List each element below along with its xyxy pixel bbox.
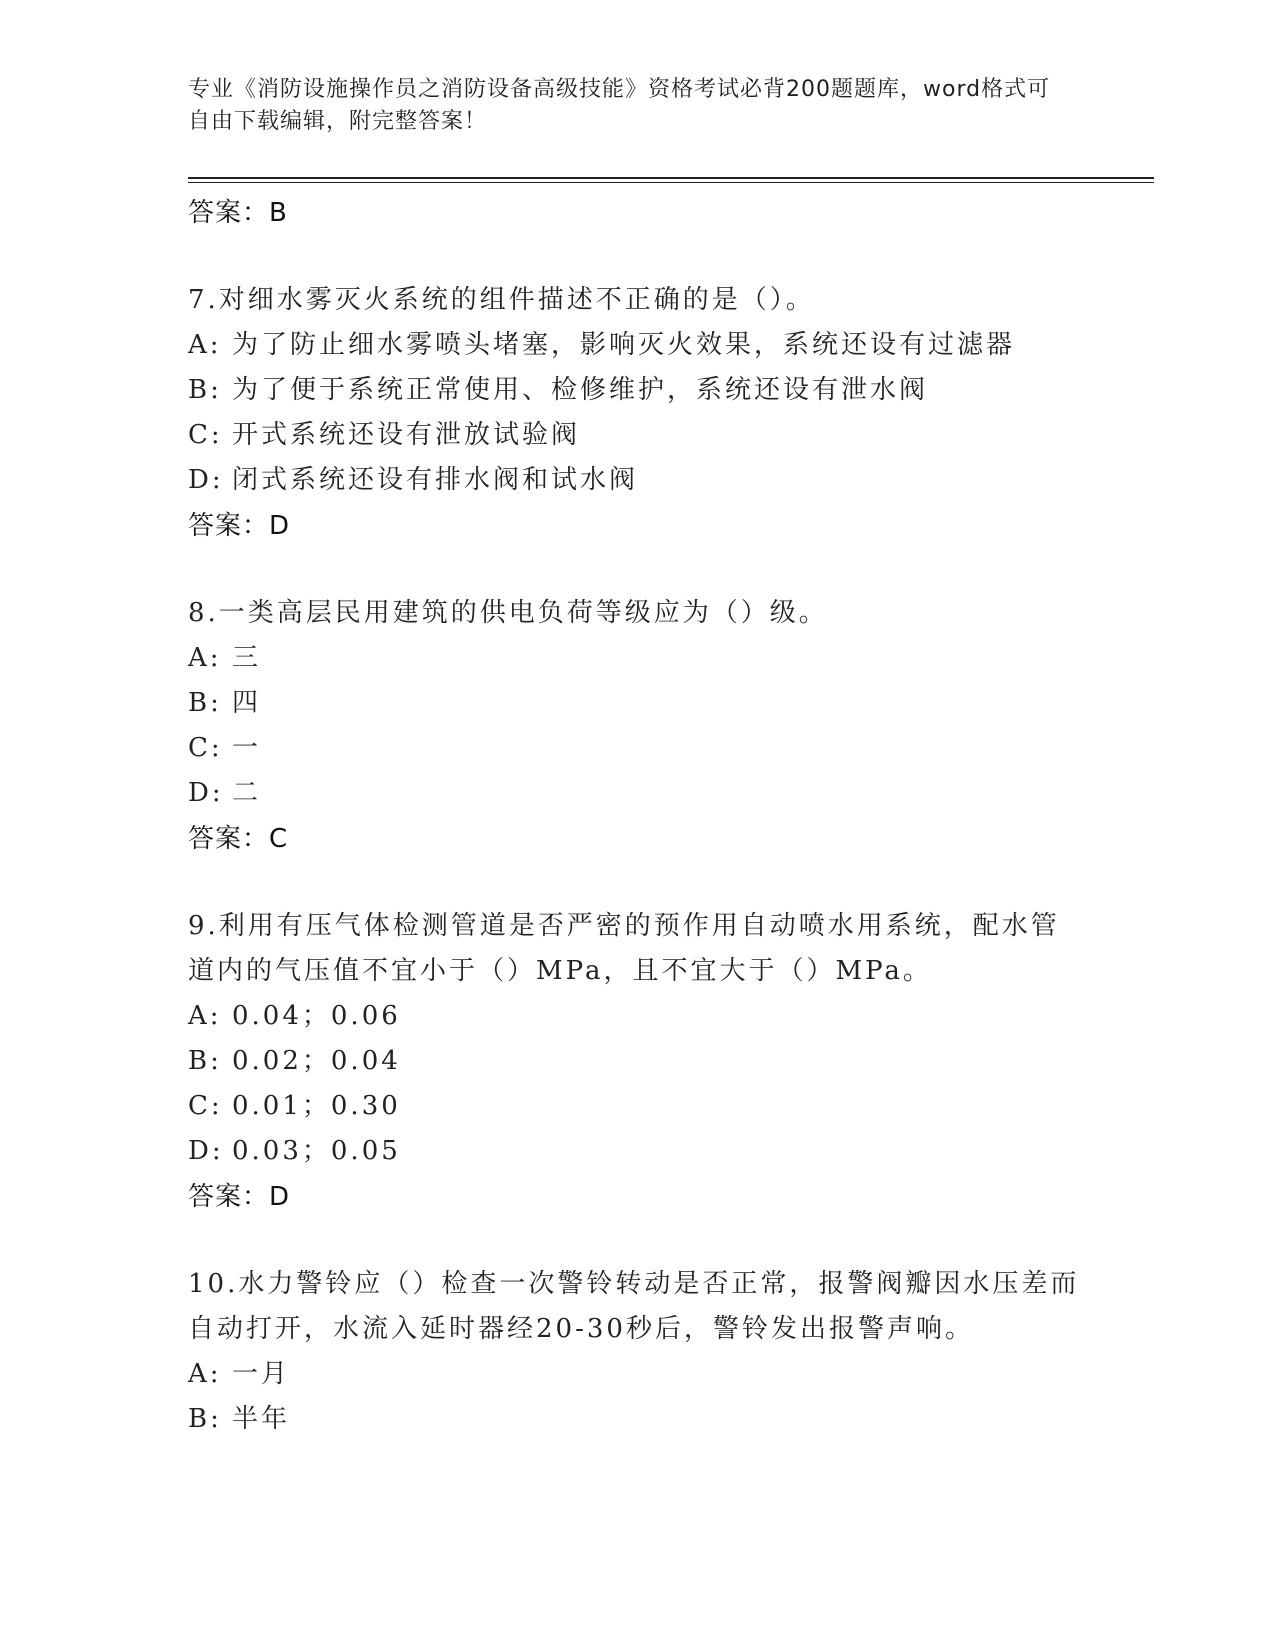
answer-line: 答案：D [188, 1182, 291, 1212]
question-10 [188, 1262, 1088, 1442]
question-9 [188, 904, 1088, 1220]
option-key: B: [188, 688, 222, 718]
option-text: 闭式系统还设有排水阀和试水阀 [232, 465, 639, 495]
option-text: 0.02；0.04 [232, 1046, 401, 1076]
option-key: D: [188, 465, 224, 495]
option-key: C: [188, 420, 223, 450]
option-key: C: [188, 733, 223, 763]
answer-line: 答案：D [188, 511, 291, 541]
option-d [188, 771, 1088, 816]
option-text: 为了便于系统正常使用、检修维护，系统还设有泄水阀 [232, 375, 929, 405]
question-8 [188, 591, 1088, 862]
option-text: 为了防止细水雾喷头堵塞，影响灭火效果，系统还设有过滤器 [232, 330, 1016, 360]
option-key: A: [188, 1359, 222, 1389]
option-text: 一月 [232, 1359, 291, 1389]
option-text: 开式系统还设有泄放试验阀 [232, 420, 581, 450]
option-c [188, 1084, 1088, 1129]
option-text: 二 [232, 778, 262, 808]
option-key: B: [188, 1404, 222, 1434]
option-b [188, 1397, 1088, 1442]
header-divider-thin [188, 182, 1154, 183]
option-key: A: [188, 1001, 222, 1031]
question-stem: 9.利用有压气体检测管道是否严密的预作用自动喷水用系统，配水管道内的气压值不宜小于（）MPa，且不宜大于（）MPa。 [188, 911, 1060, 986]
question-stem: 8.一类高层民用建筑的供电负荷等级应为（）级。 [188, 598, 828, 628]
option-key: B: [188, 375, 222, 405]
option-b [188, 681, 1088, 726]
option-text: 半年 [232, 1404, 291, 1434]
option-text: 0.03；0.05 [232, 1136, 401, 1166]
option-a [188, 1352, 1088, 1397]
option-d [188, 458, 1088, 503]
option-a [188, 636, 1088, 681]
option-c [188, 726, 1088, 771]
option-key: D: [188, 778, 224, 808]
question-7 [188, 278, 1088, 549]
option-a [188, 994, 1088, 1039]
previous-answer: 答案：B [188, 198, 288, 228]
option-b [188, 368, 1088, 413]
option-key: C: [188, 1091, 223, 1121]
option-key: A: [188, 330, 222, 360]
option-key: B: [188, 1046, 222, 1076]
option-d [188, 1129, 1088, 1174]
answer-line: 答案：C [188, 824, 289, 854]
option-text: 0.04；0.06 [232, 1001, 401, 1031]
option-text: 三 [232, 643, 262, 673]
option-c [188, 413, 1088, 458]
header-divider [188, 177, 1154, 179]
question-stem: 7.对细水雾灭火系统的组件描述不正确的是（）。 [188, 285, 815, 315]
question-stem: 10.水力警铃应（）检查一次警铃转动是否正常，报警阀瓣因水压差而自动打开，水流入延时器经20-30秒后，警铃发出报警声响。 [188, 1269, 1080, 1344]
option-a [188, 323, 1088, 368]
option-text: 一 [232, 733, 262, 763]
option-key: A: [188, 643, 222, 673]
option-text: 0.01；0.30 [232, 1091, 401, 1121]
option-b [188, 1039, 1088, 1084]
document-header: 专业《消防设施操作员之消防设备高级技能》资格考试必背200题题库，word格式可自由下载编辑，附完整答案！ [188, 77, 1051, 134]
option-key: D: [188, 1136, 224, 1166]
question-list [188, 190, 1088, 1442]
option-text: 四 [232, 688, 262, 718]
